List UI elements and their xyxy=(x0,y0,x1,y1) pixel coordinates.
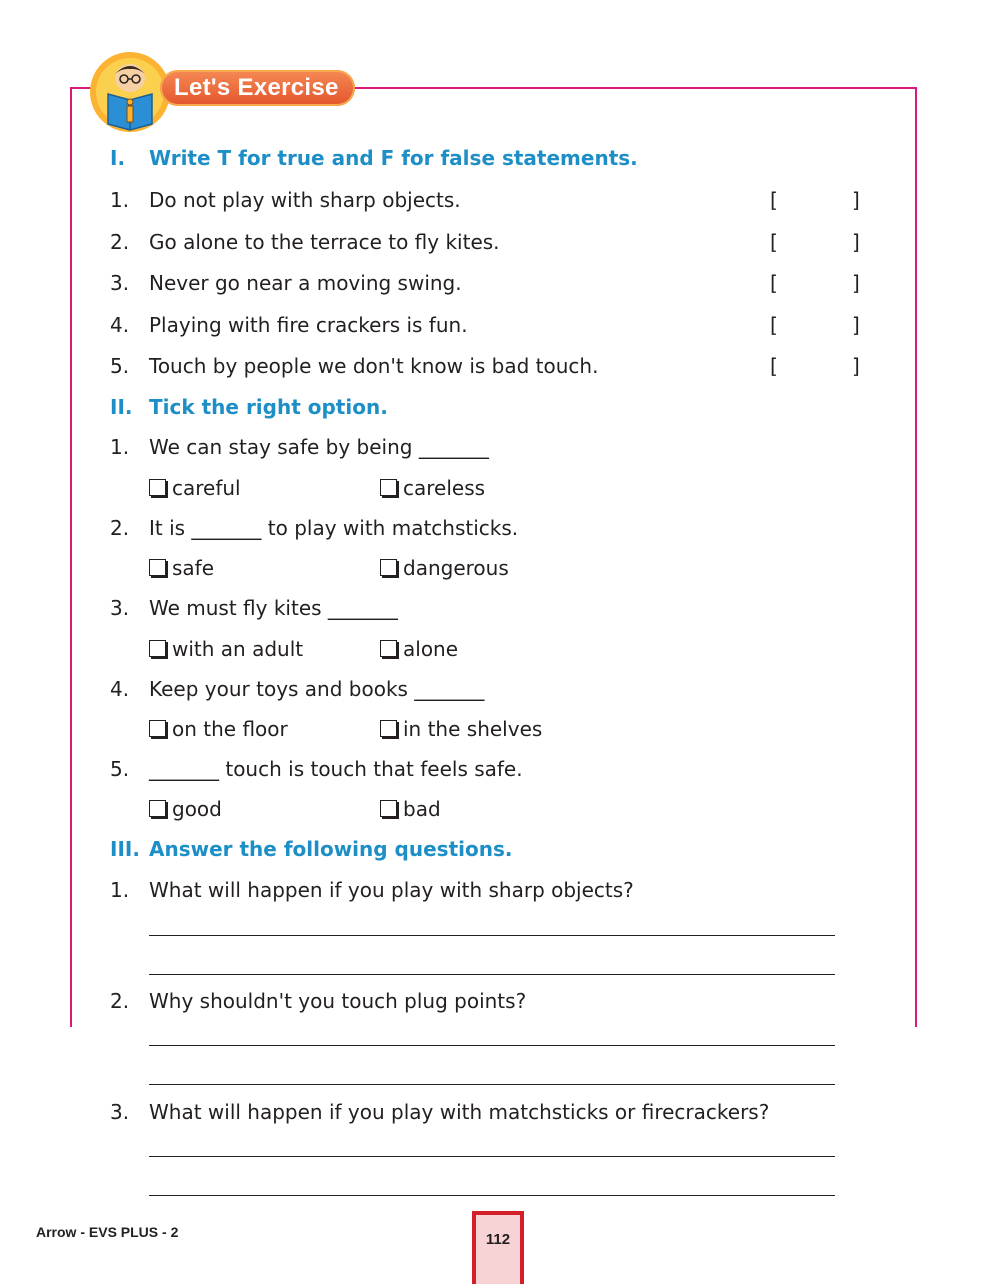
checkbox-icon[interactable] xyxy=(380,559,397,576)
checkbox-icon[interactable] xyxy=(149,720,166,737)
item-number: 5. xyxy=(110,757,130,781)
item-number: 1. xyxy=(110,188,130,212)
statement-text: Playing with fire crackers is fun. xyxy=(149,313,468,337)
statement-text: Do not play with sharp objects. xyxy=(149,188,461,212)
item-number: 4. xyxy=(110,677,130,701)
answer-bracket-close: ] xyxy=(852,230,860,254)
checkbox-icon[interactable] xyxy=(149,479,166,496)
question-text: It is _______ to play with matchsticks. xyxy=(149,516,519,540)
item-number: 5. xyxy=(110,354,130,378)
question-text: Keep your toys and books _______ xyxy=(149,677,485,701)
option-2[interactable] xyxy=(380,555,509,581)
answer-bracket-open: [ xyxy=(770,188,778,212)
question-text: We must fly kites _______ xyxy=(149,596,398,620)
option-label: careless xyxy=(403,476,486,500)
page-number: 112 xyxy=(485,1231,511,1248)
section-heading: Tick the right option. xyxy=(149,395,388,419)
checkbox-icon[interactable] xyxy=(149,640,166,657)
section-heading: Answer the following questions. xyxy=(149,837,513,861)
section-heading: Write T for true and F for false statements. xyxy=(149,146,638,170)
option-label: bad xyxy=(403,797,441,821)
answer-line[interactable] xyxy=(149,1156,835,1157)
question-text: _______ touch is touch that feels safe. xyxy=(149,757,523,781)
checkbox-icon[interactable] xyxy=(380,479,397,496)
exercise-title: Let's Exercise xyxy=(160,70,355,106)
answer-bracket-close: ] xyxy=(852,313,860,337)
item-number: 2. xyxy=(110,230,130,254)
item-number: 3. xyxy=(110,1100,130,1124)
question-text: What will happen if you play with sharp objects? xyxy=(149,878,634,902)
item-number: 1. xyxy=(110,878,130,902)
statement-text: Go alone to the terrace to fly kites. xyxy=(149,230,500,254)
checkbox-icon[interactable] xyxy=(380,640,397,657)
option-2[interactable] xyxy=(380,636,458,662)
option-2[interactable] xyxy=(380,475,485,501)
answer-line[interactable] xyxy=(149,935,835,936)
answer-bracket-close: ] xyxy=(852,271,860,295)
answer-bracket-open: [ xyxy=(770,271,778,295)
option-label: in the shelves xyxy=(403,717,543,741)
answer-bracket-close: ] xyxy=(852,188,860,212)
statement-text: Never go near a moving swing. xyxy=(149,271,462,295)
item-number: 2. xyxy=(110,516,130,540)
answer-bracket-open: [ xyxy=(770,230,778,254)
answer-line[interactable] xyxy=(149,1084,835,1085)
page-number-box xyxy=(472,1211,524,1284)
option-1[interactable] xyxy=(149,555,214,581)
reading-boy-icon xyxy=(88,50,172,134)
option-2[interactable] xyxy=(380,796,441,822)
option-2[interactable] xyxy=(380,716,542,742)
option-1[interactable] xyxy=(149,796,222,822)
item-number: 2. xyxy=(110,989,130,1013)
item-number: 1. xyxy=(110,435,130,459)
answer-line[interactable] xyxy=(149,974,835,975)
option-label: safe xyxy=(172,556,215,580)
option-label: with an adult xyxy=(172,637,304,661)
option-1[interactable] xyxy=(149,636,303,662)
checkbox-icon[interactable] xyxy=(380,800,397,817)
question-text: We can stay safe by being _______ xyxy=(149,435,489,459)
checkbox-icon[interactable] xyxy=(149,800,166,817)
question-text: What will happen if you play with matchsticks or firecrackers? xyxy=(149,1100,770,1124)
section-numeral: II. xyxy=(110,395,133,419)
item-number: 3. xyxy=(110,271,130,295)
checkbox-icon[interactable] xyxy=(149,559,166,576)
statement-text: Touch by people we don't know is bad touch. xyxy=(149,354,599,378)
item-number: 3. xyxy=(110,596,130,620)
question-text: Why shouldn't you touch plug points? xyxy=(149,989,527,1013)
book-title: Arrow - EVS PLUS - 2 xyxy=(36,1224,179,1240)
option-1[interactable] xyxy=(149,716,288,742)
option-label: careful xyxy=(172,476,241,500)
answer-line[interactable] xyxy=(149,1195,835,1196)
option-1[interactable] xyxy=(149,475,241,501)
answer-bracket-open: [ xyxy=(770,313,778,337)
option-label: alone xyxy=(403,637,459,661)
item-number: 4. xyxy=(110,313,130,337)
checkbox-icon[interactable] xyxy=(380,720,397,737)
answer-bracket-open: [ xyxy=(770,354,778,378)
section-numeral: III. xyxy=(110,837,140,861)
section-numeral: I. xyxy=(110,146,126,170)
option-label: good xyxy=(172,797,222,821)
option-label: on the floor xyxy=(172,717,288,741)
option-label: dangerous xyxy=(403,556,509,580)
answer-line[interactable] xyxy=(149,1045,835,1046)
answer-bracket-close: ] xyxy=(852,354,860,378)
